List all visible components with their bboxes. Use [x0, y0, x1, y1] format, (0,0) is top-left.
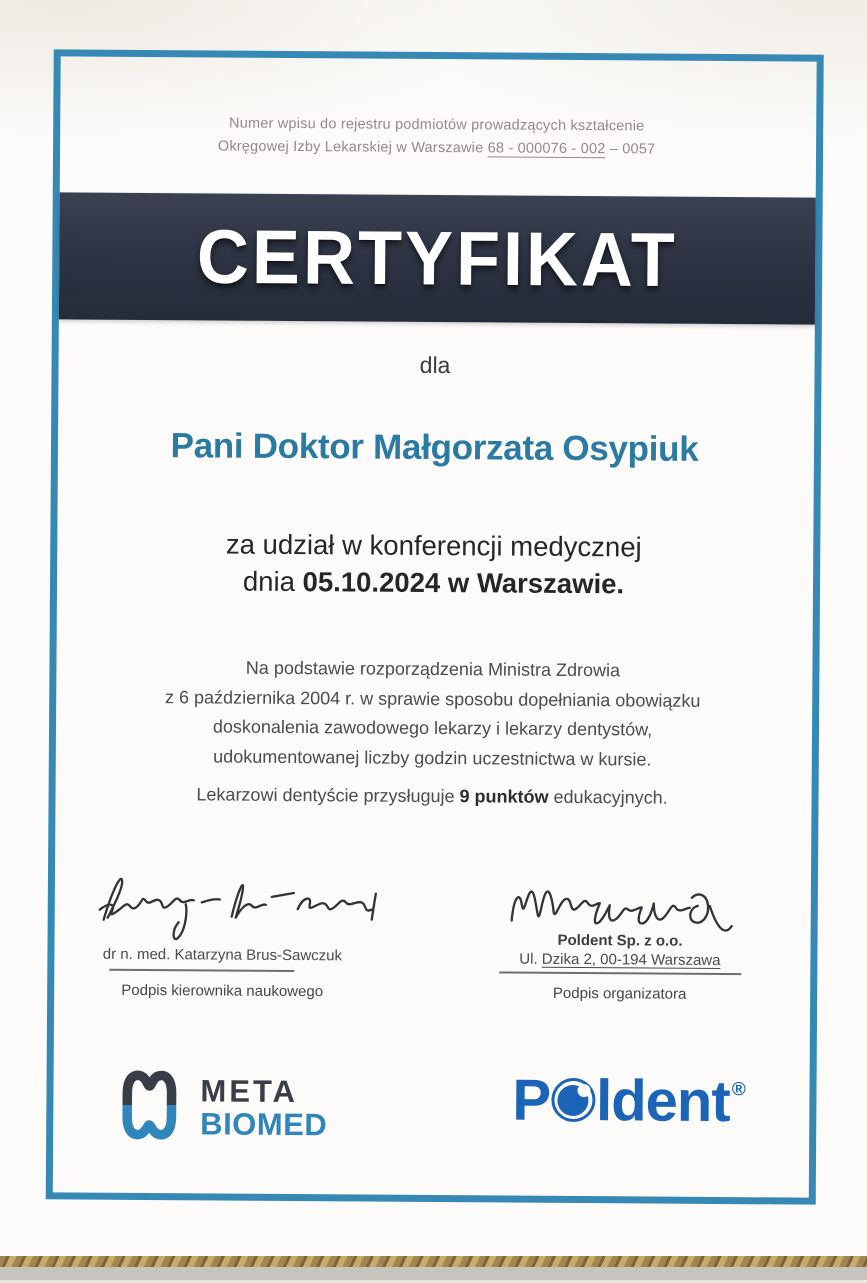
- organizer-address: Ul. Dzika 2, 00-194 Warszawa: [519, 950, 721, 970]
- organizer-address-underlined: Dzika 2, 00-194 Warszawa: [541, 950, 721, 970]
- event-description: [0, 524, 867, 604]
- title-band: [59, 192, 816, 324]
- registry-number: 68 - 000076 - 002: [487, 140, 606, 158]
- dedication-label: dla: [419, 351, 451, 379]
- meta-word: META: [200, 1073, 299, 1110]
- registered-trademark: ®: [731, 1079, 746, 1101]
- event-line2: dnia 05.10.2024 w Warszawie.: [242, 565, 625, 600]
- tooth-logo-icon: [114, 1066, 185, 1144]
- right-signature-caption: Podpis organizatora: [552, 984, 687, 1003]
- organizer-company-name: Poldent Sp. z o.o.: [557, 931, 683, 950]
- globe-sphere-icon: [551, 1078, 595, 1122]
- points-statement: Lekarzowi dentyście przysługuje 9 punktów edukacyjnych.: [196, 784, 668, 808]
- poldent-rest: ldent: [595, 1068, 730, 1135]
- meta-biomed-logo: [114, 1066, 328, 1145]
- legal-line: z 6 października 2004 r. w sprawie sposobu dopełniania obowiązku: [164, 686, 701, 711]
- left-signature-caption: Podpis kierownika naukowego: [121, 981, 324, 1001]
- event-date: 05.10.2024 w Warszawie.: [302, 566, 625, 600]
- left-signer-name: dr n. med. Katarzyna Brus-Sawczuk: [102, 945, 343, 965]
- registry-note: [3, 111, 867, 163]
- legal-line: udokumentowanej liczby godzin uczestnictwa w kursie.: [213, 745, 652, 770]
- meta-biomed-wordmark: [200, 1066, 328, 1141]
- legal-line: doskonalenia zawodowego lekarzy i lekarzy dentystów,: [212, 716, 653, 740]
- points-value: 9 punktów: [459, 786, 549, 807]
- handwritten-signature-left: [86, 854, 387, 946]
- poldent-letter-p: P: [512, 1067, 551, 1133]
- legal-line: Na podstawie rozporządzenia Ministra Zdrowia: [245, 657, 621, 681]
- table-edge-strip: [0, 1256, 867, 1267]
- recipient-name: Pani Doktor Małgorzata Osypiuk: [170, 426, 699, 469]
- biomed-word: BIOMED: [200, 1106, 328, 1143]
- legal-basis-paragraph: [0, 652, 867, 776]
- registry-line2: Okręgowej Izby Lekarskiej w Warszawie 68 - 000076 - 002 – 0057: [217, 138, 656, 158]
- floor-strip: [0, 1267, 867, 1280]
- certificate-title: CERTYFIKAT: [196, 214, 678, 303]
- registry-line1: Numer wpisu do rejestru podmiotów prowadzących kształcenie: [228, 115, 645, 135]
- event-line1: za udział w konferencji medycznej: [225, 528, 642, 563]
- poldent-logo: [512, 1067, 746, 1136]
